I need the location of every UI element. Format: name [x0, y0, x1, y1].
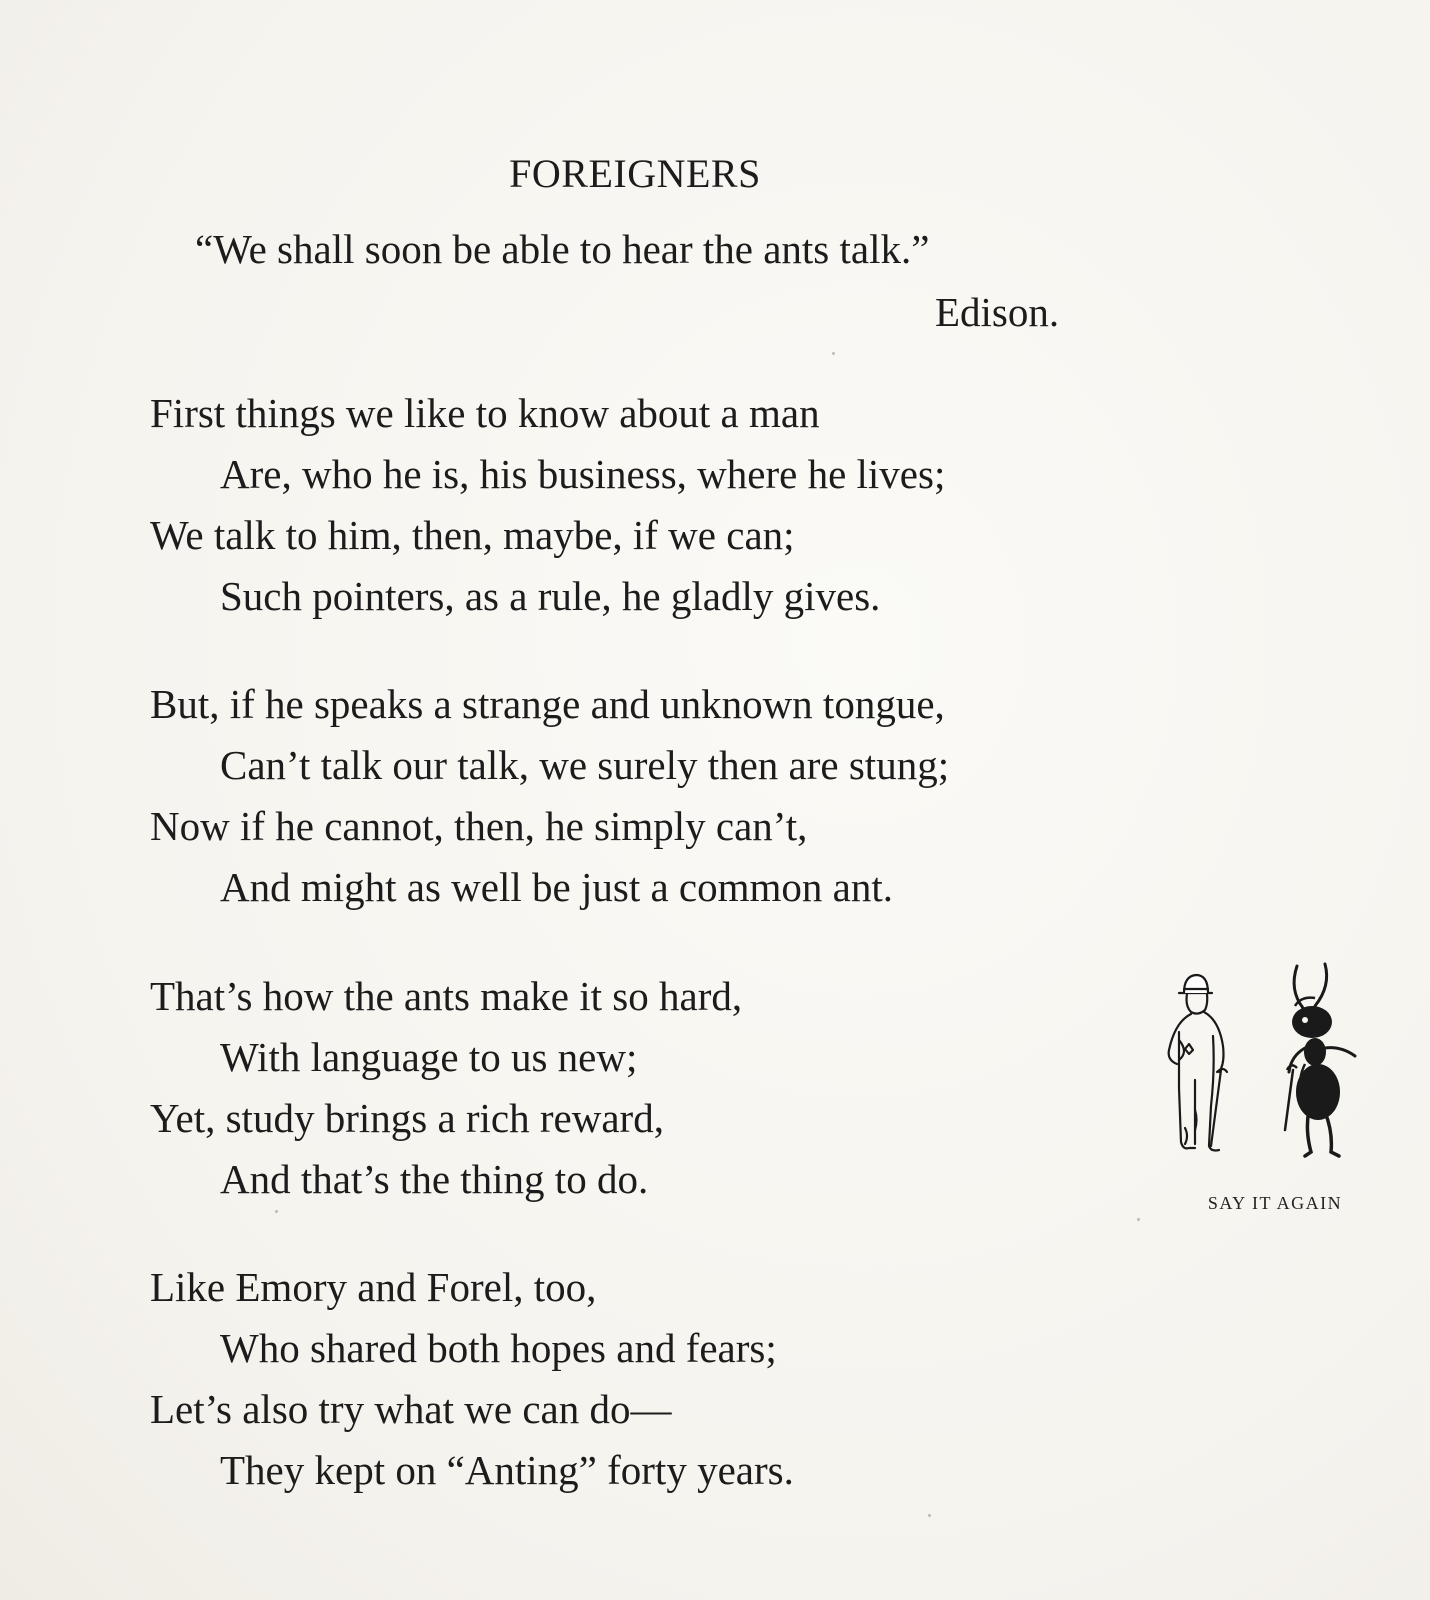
verse-line: Such pointers, as a rule, he gladly gives.: [220, 573, 881, 619]
paper-speck: [1137, 1218, 1140, 1221]
illustration-drawing: [1165, 960, 1395, 1190]
stanza-1: [150, 383, 945, 627]
stanza-2: [150, 674, 949, 918]
ant-with-cane-icon: [1285, 964, 1355, 1156]
illustration-caption: SAY IT AGAIN: [1207, 1193, 1343, 1213]
verse-line: Can’t talk our talk, we surely then are stung;: [220, 742, 950, 788]
epigraph-author: Edison.: [935, 289, 1060, 335]
paper-speck: [832, 352, 835, 355]
verse-line: That’s how the ants make it so hard,: [150, 973, 743, 1019]
poem-title: FOREIGNERS: [509, 151, 761, 196]
verse-line: And that’s the thing to do.: [220, 1156, 649, 1202]
verse-line: We talk to him, then, maybe, if we can;: [150, 512, 795, 558]
stanza-4: [150, 1257, 794, 1501]
verse-line: Who shared both hopes and fears;: [220, 1325, 777, 1371]
paper-speck: [275, 1210, 278, 1213]
stanza-3: [150, 966, 742, 1210]
verse-line: With language to us new;: [220, 1034, 638, 1080]
illustration: [1165, 960, 1395, 1240]
verse-line: Like Emory and Forel, too,: [150, 1264, 597, 1310]
verse-line: And might as well be just a common ant.: [220, 864, 893, 910]
epigraph-quote: “We shall soon be able to hear the ants talk.”: [195, 226, 930, 272]
verse-line: They kept on “Anting” forty years.: [220, 1447, 794, 1493]
verse-line: Let’s also try what we can do—: [150, 1386, 672, 1432]
verse-line: Yet, study brings a rich reward,: [150, 1095, 664, 1141]
verse-line: Are, who he is, his business, where he lives;: [220, 451, 946, 497]
man-in-hat-icon: [1169, 975, 1227, 1151]
verse-line: First things we like to know about a man: [150, 390, 820, 436]
paper-speck: [928, 1514, 931, 1517]
verse-line: Now if he cannot, then, he simply can’t,: [150, 803, 808, 849]
verse-line: But, if he speaks a strange and unknown tongue,: [150, 681, 945, 727]
